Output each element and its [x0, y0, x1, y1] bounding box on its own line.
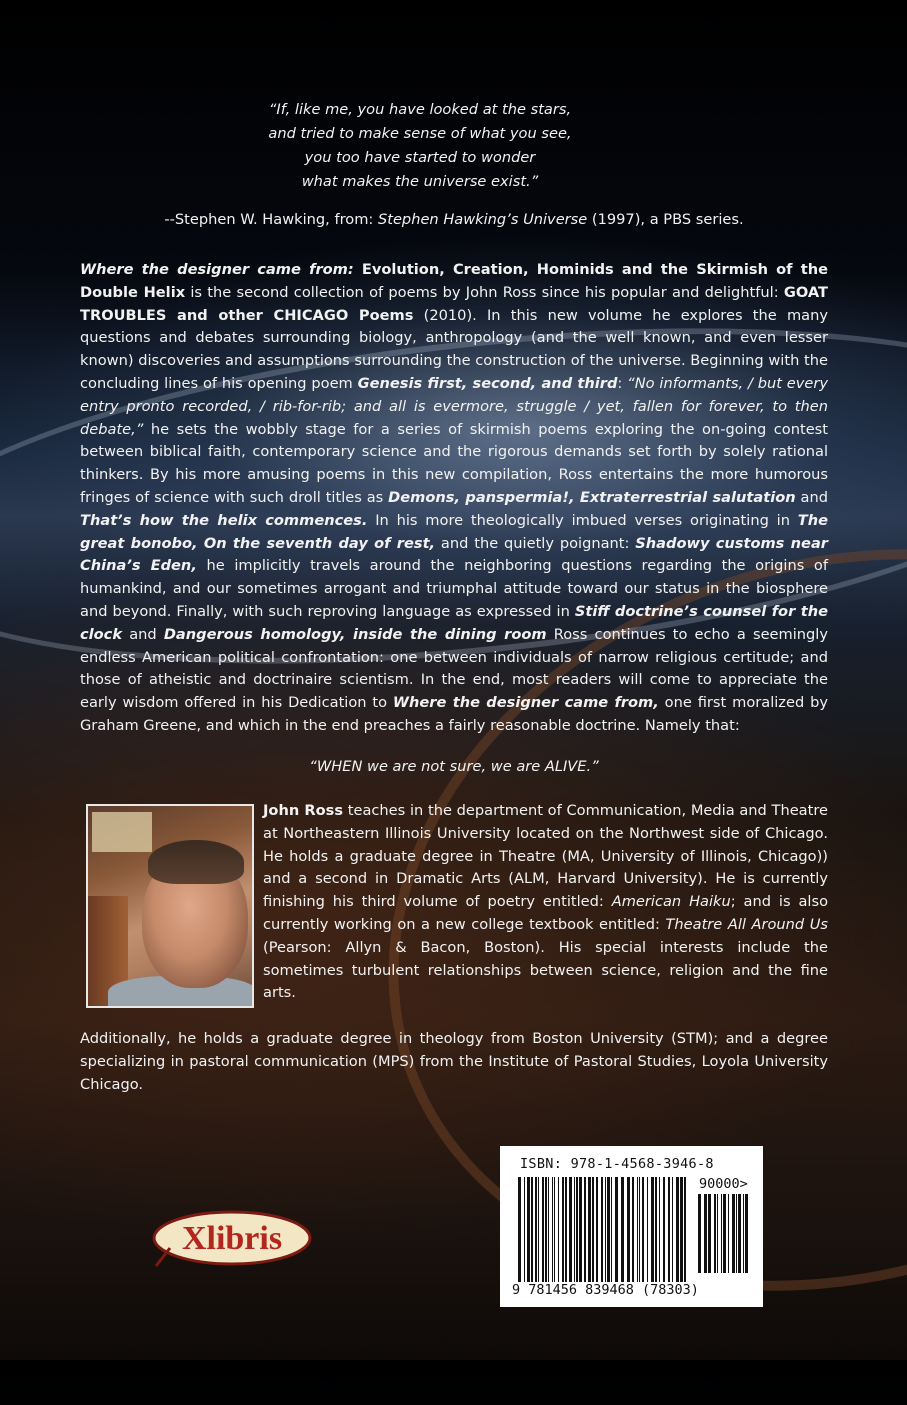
poem-title: Genesis first, second, and third	[357, 374, 618, 392]
barcode-addon-bars	[698, 1194, 754, 1273]
photo-hair	[148, 840, 244, 884]
description-text: In his more theologically imbued verses originating in	[367, 511, 798, 529]
book-title: Where the designer came from:	[80, 261, 354, 278]
dedication-motto: “WHEN we are not sure, we are ALIVE.”	[309, 758, 599, 775]
barcode-digits: 9 781456 839468 (78303)	[512, 1282, 699, 1298]
barcode-bar	[748, 1194, 750, 1273]
description-text: is the second collection of poems by John Ross since his popular and delightful:	[185, 283, 784, 301]
poem-title: Stiff doctrine’s counsel for the clock	[80, 602, 828, 643]
author-photo	[86, 804, 254, 1008]
poem-title: Dangerous homology, inside the dining room	[163, 625, 547, 643]
attribution-suffix: (1997), a PBS series.	[587, 211, 744, 228]
barcode-bars	[518, 1177, 694, 1289]
poem-title: That’s how the helix commences.	[80, 511, 368, 529]
author-bio	[263, 800, 828, 1005]
description-text: :	[617, 374, 628, 392]
xlibris-logo	[148, 1200, 313, 1270]
description-text: and	[122, 625, 164, 643]
book-subtitle: Evolution, Creation, Hominids and the Skirmish of the Double Helix	[80, 261, 828, 301]
description-text: and	[795, 488, 828, 506]
price-code: 90000>	[699, 1176, 748, 1192]
previous-book-title: GOAT TROUBLES and other CHICAGO Poems	[80, 283, 828, 324]
textbook-title: Theatre All Around Us	[665, 915, 828, 933]
logo-text: Xlibris	[181, 1220, 283, 1257]
isbn-barcode	[500, 1146, 763, 1307]
bio-text: ; and is also currently working on a new college textbook entitled:	[263, 893, 828, 933]
quote-line: what makes the universe exist.”	[301, 173, 539, 190]
quote-attribution	[80, 211, 828, 228]
quote-line: and tried to make sense of what you see,	[268, 125, 572, 142]
book-description	[80, 259, 828, 738]
photo-background-sign	[92, 812, 152, 852]
description-text: he implicitly travels around the neighboring questions regarding the origins of humankind, and our sometimes arrogant and triumphal attitude toward our status in the biosphere and beyond. Finally, with such reproving language as expressed in	[80, 557, 828, 620]
book-title: Where the designer came from,	[392, 694, 659, 712]
poem-title: Shadowy customs near China’s Eden,	[80, 534, 828, 575]
bio-text: teaches in the department of Communication, Media and Theatre at Northeastern Illinois University located on the Northwest side of Chicago. He holds a graduate degree in Theatre (MA, University of Illinois, Chicago)) and a second in Dramatic Arts (ALM, Harvard University). He is currently finishing his third volume of poetry entitled:	[263, 802, 829, 911]
description-text: (2010). In this new volume he explores the many questions and debates surrounding biology, anthropology (and the well known, and even lesser known) discoveries and assumptions surrounding the construction of the universe. Beginning with the concluding lines of his opening poem	[80, 306, 828, 392]
description-text: he sets the wobbly stage for a series of skirmish poems exploring the on-going contest between biblical faith, contemporary science and the rigorous demands set forth by solely rational thinkers. By his more amusing poems in this new compilation, Ross entertains the more humorous fringes of science with such droll titles as	[80, 420, 828, 506]
isbn-label: ISBN: 978-1-4568-3946-8	[520, 1156, 714, 1172]
description-text: Ross continues to echo a seemingly endless American political confrontation: one between individuals of narrow religious certitude; and those of atheistic and doctrinaire scientism. In the end, most readers will come to appreciate the early wisdom offered in his Dedication to	[80, 625, 828, 712]
attribution-title: Stephen Hawking’s Universe	[377, 211, 588, 228]
poem-title: Demons, panspermia!, Extraterrestrial salutation	[388, 488, 796, 506]
poem-excerpt: “No informants, / but every entry pronto recorded, / rib-for-rib; and all is evermore, struggle / yet, fallen for forever, to then debate,”	[80, 374, 828, 438]
barcode-bar	[686, 1177, 688, 1289]
epigraph-quote	[80, 98, 760, 194]
poem-title: The great bonobo, On the seventh day of rest,	[80, 511, 828, 552]
bio-text: (Pearson: Allyn & Bacon, Boston). His special interests include the sometimes turbulent relationships between science, religion and the fine arts.	[263, 938, 828, 1002]
quote-line: you too have started to wonder	[304, 149, 536, 166]
description-text: and the quietly poignant:	[435, 534, 636, 552]
author-name: John Ross	[263, 802, 344, 819]
author-additional-bio: Additionally, he holds a graduate degree in theology from Boston University (STM); and a degree specializing in pastoral communication (MPS) from the Institute of Pastoral Studies, Loyola University Chicago.	[80, 1030, 828, 1093]
quote-line: “If, like me, you have looked at the stars,	[268, 101, 572, 118]
description-text: one first moralized by Graham Greene, and which in the end preaches a fairly reasonable doctrine. Namely that:	[80, 694, 828, 734]
attribution-prefix: --Stephen W. Hawking, from:	[164, 211, 378, 228]
upcoming-book-title: American Haiku	[611, 893, 731, 911]
